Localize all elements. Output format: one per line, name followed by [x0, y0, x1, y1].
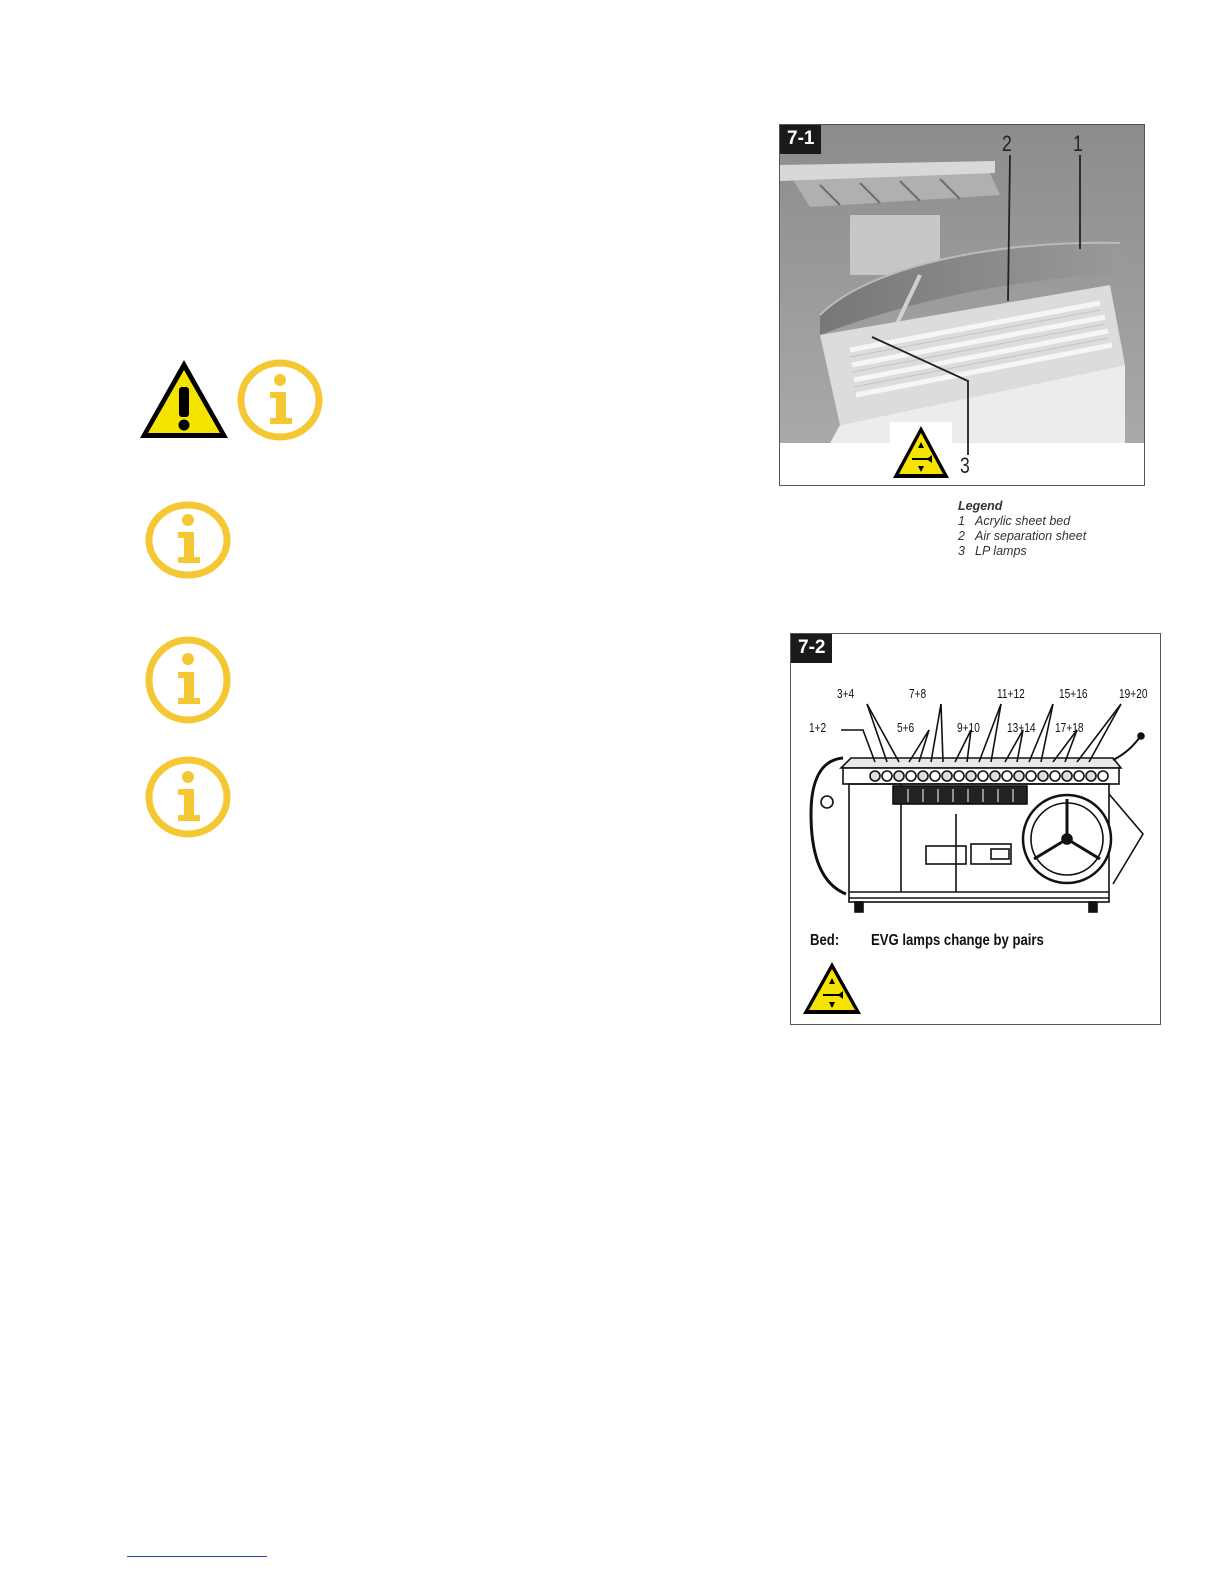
lamp-tube: [918, 771, 928, 781]
lamp-tube: [906, 771, 916, 781]
lamp-tube: [1086, 771, 1096, 781]
figure-tag: 7-1: [780, 125, 821, 154]
info-circle-icon: [144, 500, 232, 580]
callout-1: 1: [1073, 131, 1083, 156]
legend-item: 2 Air separation sheet: [958, 529, 1087, 543]
callout-3: 3: [960, 453, 970, 478]
hand-crush-warning-icon: [890, 422, 952, 484]
legend-title: Legend: [958, 499, 1003, 513]
callout-2: 2: [1002, 131, 1012, 156]
hand-crush-warning-icon: [801, 960, 863, 1016]
lamp-tube: [882, 771, 892, 781]
info-circle-icon: [144, 755, 232, 839]
machine-photo: [780, 125, 1145, 486]
lamp-label: 15+16: [1059, 686, 1088, 701]
lamp-label: 5+6: [897, 720, 915, 735]
lamp-tube: [990, 771, 1000, 781]
lamp-label: 7+8: [909, 686, 927, 701]
lamp-tube: [954, 771, 964, 781]
figure-tag: 7-2: [791, 634, 832, 663]
lamp-tube: [942, 771, 952, 781]
figure-caption: EVG lamps change by pairs: [871, 932, 1044, 949]
lamp-label: 17+18: [1055, 720, 1084, 735]
lamp-tube: [1002, 771, 1012, 781]
lamp-tube: [978, 771, 988, 781]
lamp-tube: [1074, 771, 1084, 781]
lamp-label: 11+12: [997, 686, 1025, 701]
lamp-tube: [1050, 771, 1060, 781]
figure-7-1: [779, 124, 1145, 486]
info-circle-icon: [236, 358, 324, 442]
lamp-label: 13+14: [1007, 720, 1036, 735]
lamp-tube: [1062, 771, 1072, 781]
lamp-tube: [1014, 771, 1024, 781]
figure-legend: [958, 499, 1086, 559]
lamp-tube: [894, 771, 904, 781]
lamp-label: 9+10: [957, 720, 980, 735]
lamp-tube: [966, 771, 976, 781]
legend-item: 1 Acrylic sheet bed: [958, 514, 1071, 528]
lamp-label: 1+2: [809, 720, 827, 735]
warning-triangle-icon: [137, 357, 231, 441]
lamp-label: 19+20: [1119, 686, 1148, 701]
lamp-tube: [1026, 771, 1036, 781]
lamp-label: 3+4: [837, 686, 855, 701]
lamp-tube: [1098, 771, 1108, 781]
lamp-tube: [930, 771, 940, 781]
figure-caption-label: Bed:: [810, 932, 840, 949]
lamp-tube: [1038, 771, 1048, 781]
legend-item: 3 LP lamps: [958, 544, 1027, 558]
figure-7-2: [790, 633, 1161, 1025]
info-circle-icon: [144, 635, 232, 725]
lamp-tube: [870, 771, 880, 781]
footer-link-underline: [127, 1556, 267, 1557]
